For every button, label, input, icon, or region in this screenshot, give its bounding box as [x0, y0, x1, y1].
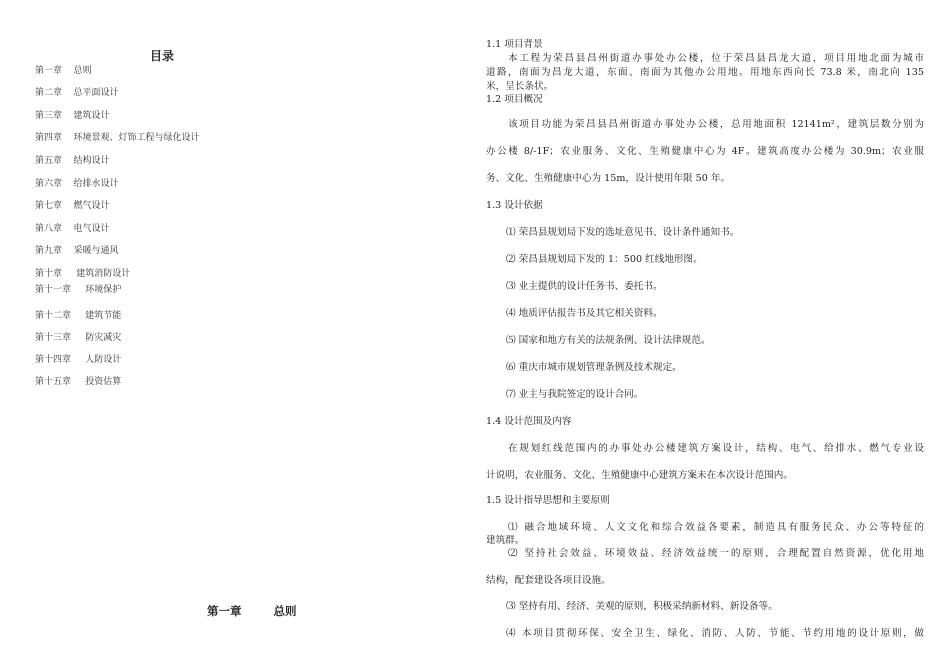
section-1-4-line-2: 计说明，农业服务、文化、生殖健康中心建筑方案未在本次设计范围内。 — [486, 470, 793, 481]
toc-item-9[interactable]: 第九章 采暖与通风 — [35, 246, 119, 256]
section-1-5-p1-line-1: ⑴ 融合地域环境、人文文化和综合效益各要素，制造具有服务民众、办公等特征的 — [508, 522, 924, 533]
chapter-heading: 第一章 总则 — [207, 604, 297, 618]
section-1-1-line-1: 本工程为荣昌县昌州街道办事处办公楼，位于荣昌县昌龙大道，项目用地北面为城市 — [508, 53, 924, 64]
section-1-4-line-1: 在规划红线范围内的办事处办公楼建筑方案设计，结构、电气、给排水、燃气专业设 — [508, 443, 924, 454]
section-1-2-line-2: 办公楼 8/-1F；农业服务、文化、生殖健康中心为 4F。建筑高度办公楼为 30.9m；农业服 — [486, 146, 924, 157]
section-1-1-line-2: 道路，南面为昌龙大道，东面、南面为其他办公用地。用地东西向长 73.8 米，南北向 135 — [486, 67, 924, 78]
toc-item-3[interactable]: 第三章 建筑设计 — [35, 111, 110, 121]
toc-item-12[interactable]: 第十二章 建筑节能 — [35, 311, 122, 321]
section-1-5-p2-line-1: ⑵ 坚持社会效益、环境效益、经济效益统一的原则，合理配置自然资源，优化用地 — [508, 548, 924, 559]
section-1-3-item-7: ⑺ 业主与我院签定的设计合同。 — [506, 389, 644, 400]
toc-item-8[interactable]: 第八章 电气设计 — [35, 224, 110, 234]
toc-item-6[interactable]: 第六章 给排水设计 — [35, 179, 119, 189]
section-1-3-item-6: ⑹ 重庆市城市规划管理条例及技术规定。 — [506, 362, 682, 373]
section-1-5-p1-line-2: 建筑群。 — [486, 535, 525, 546]
section-1-4-title: 1.4 设计范围及内容 — [486, 416, 572, 427]
toc-item-5[interactable]: 第五章 结构设计 — [35, 156, 110, 166]
toc-item-13[interactable]: 第十三章 防灾减灾 — [35, 333, 122, 343]
section-1-3-item-5: ⑸ 国家和地方有关的法规条例、设计法律规范。 — [506, 335, 711, 346]
section-1-1-title: 1.1 项目背景 — [486, 39, 543, 50]
section-1-2-line-3: 务、文化、生殖健康中心为 15m，设计使用年限 50 年。 — [486, 173, 731, 184]
toc-item-15[interactable]: 第十五章 投资估算 — [35, 377, 122, 387]
section-1-3-item-1: ⑴ 荣昌县规划局下发的选址意见书、设计条件通知书。 — [506, 227, 740, 238]
section-1-5-p2-line-2: 结构，配套建设各项目设施。 — [486, 575, 611, 586]
toc-item-1[interactable]: 第一章 总则 — [35, 66, 92, 76]
section-1-5-p3: ⑶ 坚持有用、经济、美观的原则，积极采纳新材料、新设备等。 — [506, 601, 778, 612]
toc-title: 目录 — [150, 49, 175, 63]
section-1-3-item-2: ⑵ 荣昌县规划局下发的 1：500 红线地形图。 — [506, 254, 703, 265]
section-1-5-p4: ⑷ 本项目贯彻环保、安全卫生、绿化、消防、人防、节能、节约用地的设计原则，做 — [506, 628, 924, 639]
toc-item-7[interactable]: 第七章 燃气设计 — [35, 201, 110, 211]
section-1-1-line-3: 米，呈长条状。 — [486, 81, 554, 92]
toc-item-11[interactable]: 第十一章 环境保护 — [35, 285, 122, 295]
section-1-2-title: 1.2 项目概况 — [486, 94, 543, 105]
toc-item-10[interactable]: 第十章 建筑消防设计 — [35, 269, 131, 279]
toc-item-4[interactable]: 第四章 环境景观、灯饰工程与绿化设计 — [35, 133, 200, 143]
section-1-3-title: 1.3 设计依据 — [486, 200, 543, 211]
section-1-5-title: 1.5 设计指导思想和主要原则 — [486, 495, 610, 506]
section-1-3-item-3: ⑶ 业主提供的设计任务书、委托书。 — [506, 281, 663, 292]
section-1-3-item-4: ⑷ 地质评估报告书及其它相关资料。 — [506, 308, 663, 319]
toc-item-14[interactable]: 第十四章 人防设计 — [35, 355, 122, 365]
toc-item-2[interactable]: 第二章 总平面设计 — [35, 88, 119, 98]
section-1-2-line-1: 该项目功能为荣昌县昌州街道办事处办公楼，总用地面积 12141m²，建筑层数分别为 — [508, 119, 924, 130]
